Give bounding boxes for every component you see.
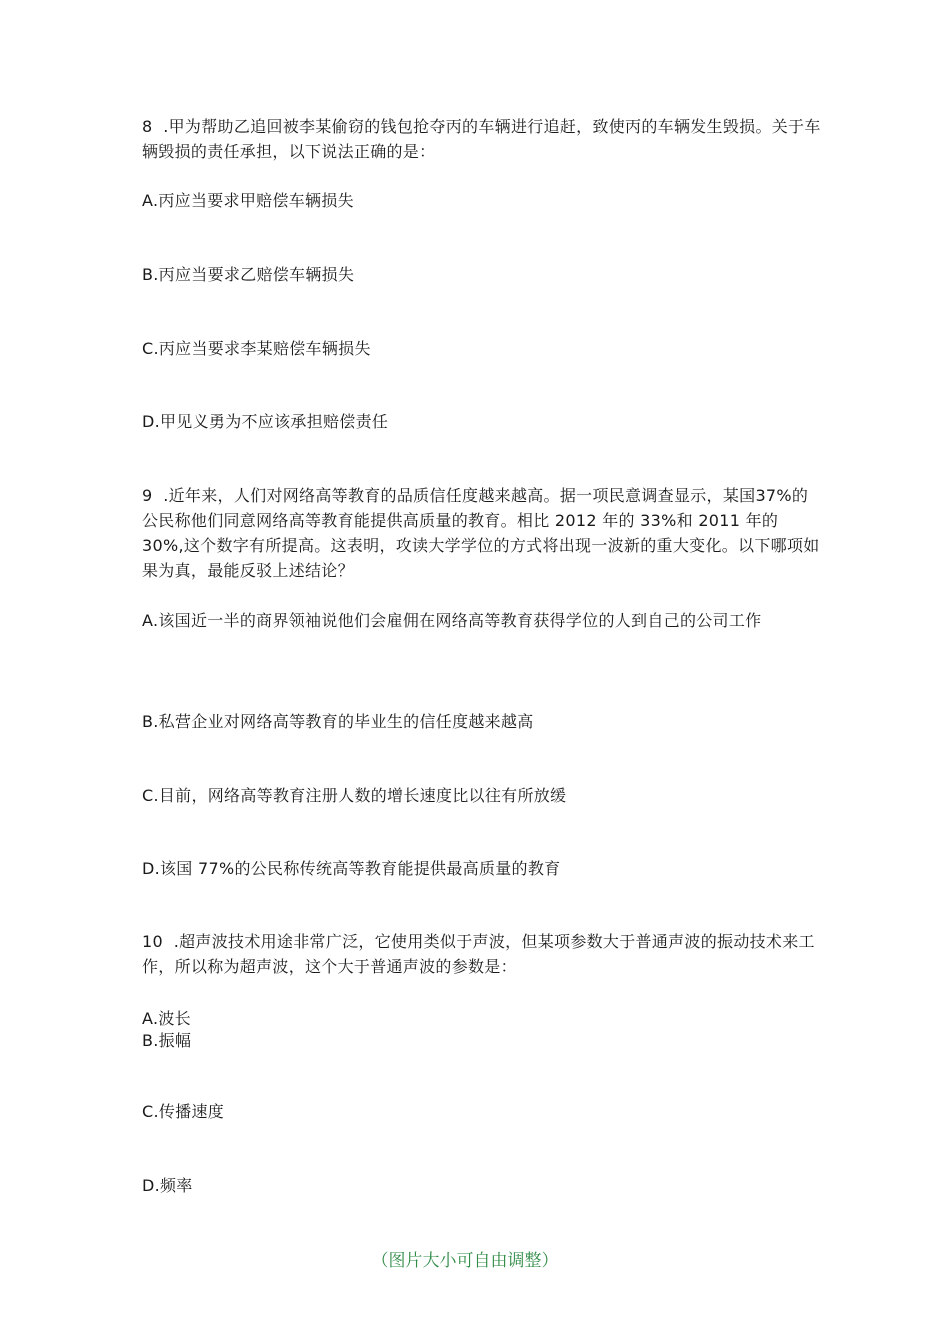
question-8-option-c: C.丙应当要求李某赔偿车辆损失 [142, 339, 371, 358]
question-9-option-a: A.该国近一半的商界领袖说他们会雇佣在网络高等教育获得学位的人到自己的公司工作 [142, 611, 762, 630]
question-10-stem: 10 .超声波技术用途非常广泛，它使用类似于声波，但某项参数大于普通声波的振动技术来工作，所以称为超声波，这个大于普通声波的参数是： [142, 932, 815, 976]
question-10-option-c: C.传播速度 [142, 1102, 225, 1121]
question-8-stem: 8 .甲为帮助乙追回被李某偷窃的钱包抢夺丙的车辆进行追赶，致使丙的车辆发生毁损。关于车辆毁损的责任承担，以下说法正确的是： [142, 117, 821, 161]
question-8-option-d: D.甲见义勇为不应该承担赔偿责任 [142, 412, 389, 431]
question-10-option-a: A.波长 [142, 1009, 191, 1028]
question-8-option-a: A.丙应当要求甲赔偿车辆损失 [142, 191, 354, 210]
question-10-option-d: D.频率 [142, 1176, 193, 1195]
question-8-option-b: B.丙应当要求乙赔偿车辆损失 [142, 265, 355, 284]
image-resize-note: （图片大小可自由调整） [371, 1251, 559, 1271]
question-9-option-b: B.私营企业对网络高等教育的毕业生的信任度越来越高 [142, 712, 534, 731]
question-9-option-c: C.目前，网络高等教育注册人数的增长速度比以往有所放缓 [142, 786, 567, 805]
question-9-option-d: D.该国 77%的公民称传统高等教育能提供最高质量的教育 [142, 859, 561, 878]
question-9-stem: 9 .近年来，人们对网络高等教育的品质信任度越来越高。据一项民意调查显示，某国37%的公民称他们同意网络高等教育能提供高质量的教育。相比 2012 年的 33%和 2011 年的 30%,这个数字有所提高。这表明，攻读大学学位的方式将出现一波新的重大变化。以下哪项如果为真，最能反驳上述结论？ [142, 486, 820, 580]
question-10-option-b: B.振幅 [142, 1031, 192, 1050]
